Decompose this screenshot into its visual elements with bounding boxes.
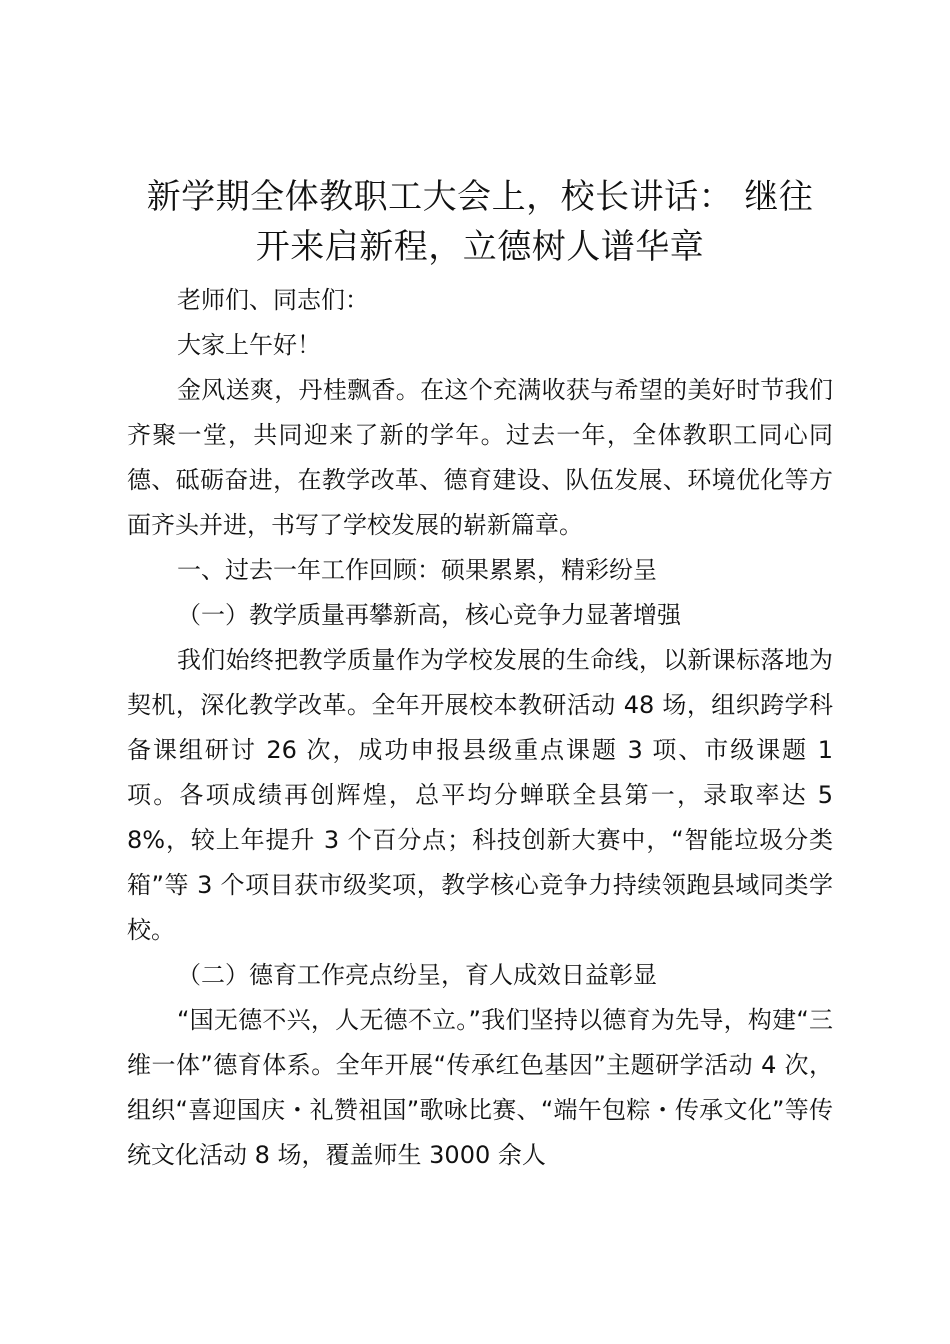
title-line-1: 新学期全体教职工大会上，校长讲话： 继往 <box>146 177 814 217</box>
subsection-1-heading: （一）教学质量再攀新高，核心竞争力显著增强 <box>177 601 681 629</box>
section-1-heading: 一、过去一年工作回顾：硕果累累，精彩纷呈 <box>177 556 657 584</box>
subsection-2-body: “国无德不兴，人无德不立。”我们坚持以德育为先导，构建“三维一体”德育体系。全年开展“传承红色基因”主题研学活动 4 次，组织“喜迎国庆・礼赞祖国”歌咏比赛、“端午包粽・传承文化”等传统文化活动 8 场，覆盖师生 3000 余人 <box>127 1006 833 1169</box>
title-line-2: 开来启新程，立德树人谱华章 <box>255 227 705 267</box>
subsection-1-body: 我们始终把教学质量作为学校发展的生命线，以新课标落地为契机，深化教学改革。全年开展校本教研活动 48 场，组织跨学科备课组研讨 26 次，成功申报县级重点课题 3 项、市级课题 1 项。各项成绩再创辉煌，总平均分蝉联全县第一，录取率达 58%，较上年提升 3 个百分点；科技创新大赛中，“智能垃圾分类箱”等 3 个项目获市级奖项，教学核心竞争力持续领跑县域同类学校。 <box>127 646 833 944</box>
salutation: 老师们、同志们： <box>177 286 369 314</box>
intro-paragraph: 金风送爽，丹桂飘香。在这个充满收获与希望的美好时节我们齐聚一堂，共同迎来了新的学年。过去一年，全体教职工同心同德、砥砺奋进，在教学改革、德育建设、队伍发展、环境优化等方面齐头并进，书写了学校发展的崭新篇章。 <box>127 376 833 539</box>
subsection-2-heading: （二）德育工作亮点纷呈，育人成效日益彰显 <box>177 961 657 989</box>
document-page <box>127 172 833 1178</box>
greeting: 大家上午好！ <box>177 331 321 359</box>
document-title <box>127 172 833 272</box>
